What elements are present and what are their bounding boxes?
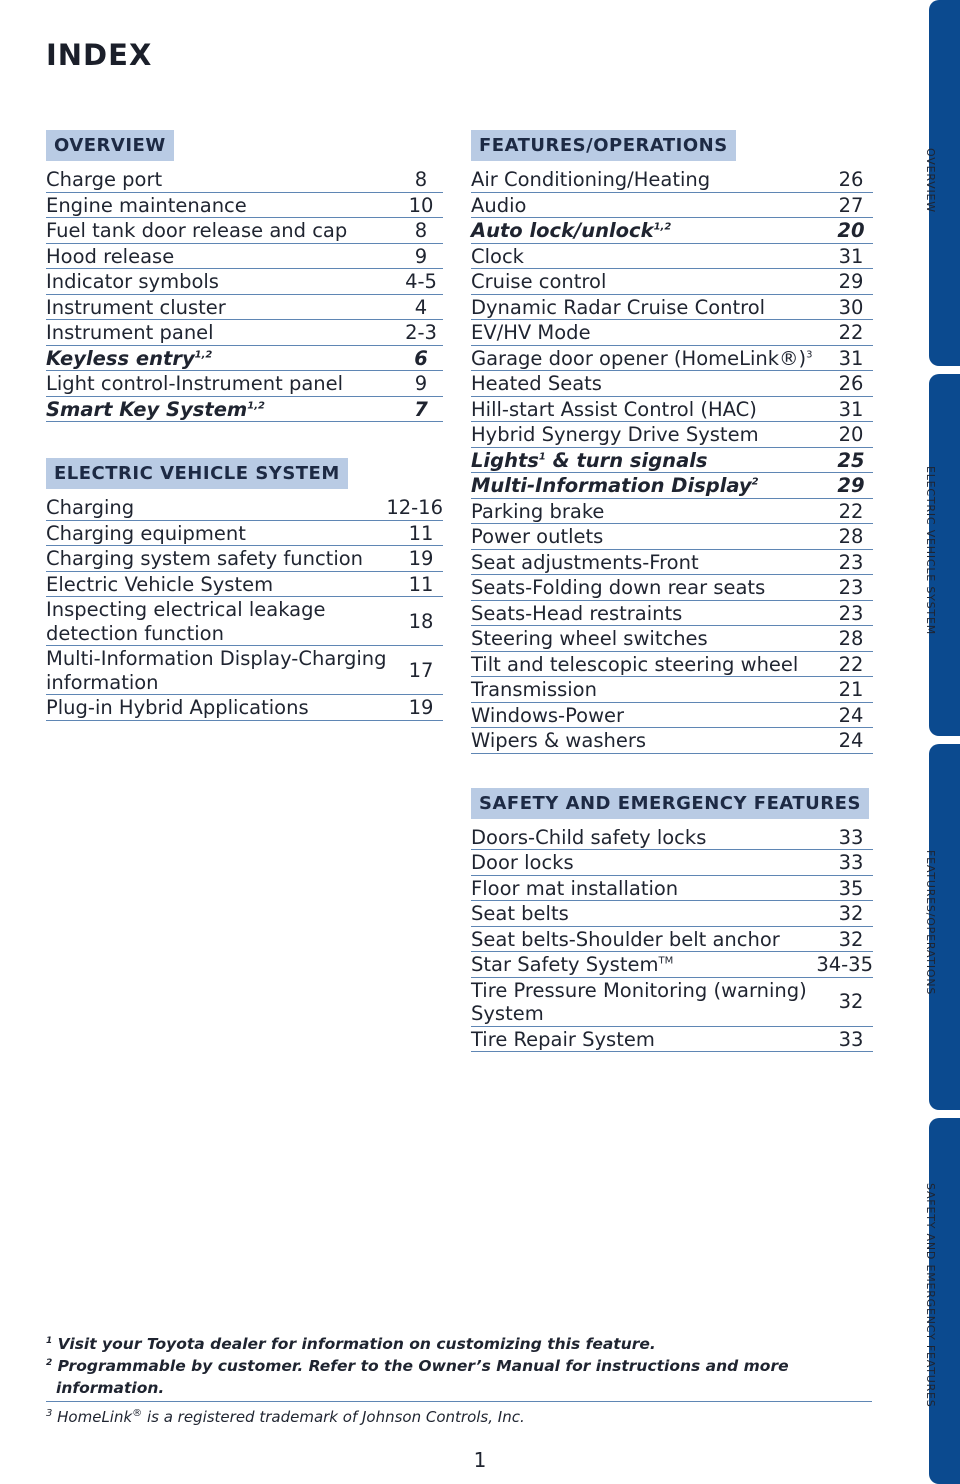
entry-page-number: 11	[408, 572, 434, 596]
index-entry	[471, 952, 873, 978]
left-column	[46, 130, 443, 721]
entry-label: Dynamic Radar Cruise Control	[471, 295, 766, 319]
entry-label: Steering wheel switches	[471, 627, 708, 650]
index-entry	[46, 597, 443, 646]
entry-label: Doors-Child safety locks	[471, 825, 707, 849]
entry-label: Inspecting electrical leakage detection function	[46, 598, 326, 645]
index-entry	[46, 397, 443, 423]
entry-label: Hybrid Synergy Drive System	[471, 423, 759, 446]
entry-page-number: 23	[838, 550, 864, 574]
entry-page-number: 4-5	[405, 270, 437, 293]
entry-page-number: 24	[838, 729, 864, 752]
entry-label: Heated Seats	[471, 372, 602, 395]
entry-label: Garage door opener (HomeLink®)$^3$	[471, 346, 813, 370]
index-entry	[471, 167, 873, 193]
index-entry	[46, 320, 443, 346]
page-title: INDEX	[46, 38, 153, 72]
index-entry	[471, 652, 873, 678]
entry-label: Multi-Information Display$^2$	[471, 474, 759, 497]
entry-label: Parking brake	[471, 499, 605, 523]
entry-page-number: 22	[838, 499, 864, 523]
section-heading-safety-emergency: SAFETY AND EMERGENCY FEATURES	[471, 788, 869, 819]
index-entry	[471, 244, 873, 270]
entry-label: Star Safety System™	[471, 953, 674, 976]
index-entry	[471, 320, 873, 346]
index-entry	[471, 1027, 873, 1053]
entry-label: Hood release	[46, 244, 175, 268]
entry-page-number: 12-16	[386, 496, 443, 519]
index-entry	[471, 626, 873, 652]
entry-label: Seats-Folding down rear seats	[471, 576, 766, 599]
side-label-overview: OVERVIEW	[924, 148, 937, 213]
entry-label: Smart Key System$^{1,2}$	[46, 397, 265, 421]
entry-label: EV/HV Mode	[471, 321, 591, 344]
entry-page-number: 11	[408, 521, 434, 545]
index-entry	[46, 546, 443, 572]
entry-label: Power outlets	[471, 525, 604, 548]
entry-page-number: 17	[408, 658, 434, 682]
index-entry	[471, 825, 873, 851]
entry-page-number: 4	[414, 295, 428, 319]
entry-label: Windows-Power	[471, 703, 625, 727]
entry-label: Door locks	[471, 851, 574, 874]
section-heading-overview: OVERVIEW	[46, 130, 174, 161]
entry-page-number: 19	[408, 547, 434, 570]
entry-label: Charge port	[46, 168, 163, 191]
index-entry	[46, 167, 443, 193]
index-entry	[46, 193, 443, 219]
entry-page-number: 28	[838, 627, 864, 650]
entry-page-number: 18	[408, 609, 434, 633]
entry-label: Instrument cluster	[46, 295, 226, 319]
entry-label: Fuel tank door release and cap	[46, 219, 348, 242]
entry-label: Audio	[471, 193, 527, 217]
entry-page-number: 21	[838, 678, 864, 701]
index-entry	[471, 346, 873, 372]
entry-page-number: 26	[838, 372, 864, 395]
index-entry	[471, 473, 873, 499]
entry-page-number: 27	[838, 193, 864, 217]
entry-page-number: 25	[837, 448, 865, 472]
entry-label: Charging equipment	[46, 521, 246, 545]
index-entry	[46, 346, 443, 372]
entry-label: Hill-start Assist Control (HAC)	[471, 397, 757, 421]
entry-page-number: 34-35	[816, 953, 873, 976]
entry-page-number: 24	[838, 703, 864, 727]
entry-label: Tire Repair System	[471, 1027, 655, 1051]
entry-label: Plug-in Hybrid Applications	[46, 696, 309, 719]
index-entry	[471, 422, 873, 448]
entry-page-number: 33	[838, 825, 864, 849]
index-entry	[471, 978, 873, 1027]
entry-label: Transmission	[471, 678, 597, 701]
index-entry	[471, 850, 873, 876]
index-entry	[471, 371, 873, 397]
entry-page-number: 8	[414, 168, 428, 191]
entry-page-number: 32	[838, 902, 864, 925]
index-entry	[471, 550, 873, 576]
entry-label: Auto lock/unlock$^{1,2}$	[471, 219, 672, 242]
page-number: 1	[473, 1448, 487, 1472]
index-entry	[471, 728, 873, 754]
side-label-electric-vehicle-system: ELECTRIC VEHICLE SYSTEM	[924, 466, 937, 635]
entry-page-number: 29	[837, 474, 865, 497]
index-entry	[471, 901, 873, 927]
entry-page-number: 31	[838, 244, 864, 268]
index-entry	[471, 927, 873, 953]
entry-page-number: 19	[408, 696, 434, 719]
footnote-1: $^1$ Visit your Toyota dealer for information on customizing this feature.	[46, 1335, 656, 1353]
section-heading-electric-vehicle-system: ELECTRIC VEHICLE SYSTEM	[46, 458, 348, 489]
index-entry	[471, 876, 873, 902]
entry-page-number: 33	[838, 1027, 864, 1051]
index-entry	[471, 677, 873, 703]
footnote-3: $^3$ HomeLink® is a registered trademark of Johnson Controls, Inc.	[46, 1408, 525, 1426]
entry-label: Light control-Instrument panel	[46, 372, 344, 395]
index-entry	[46, 269, 443, 295]
index-entry	[471, 397, 873, 423]
entry-label: Cruise control	[471, 270, 607, 293]
entry-label: Clock	[471, 244, 524, 268]
index-entry	[471, 575, 873, 601]
entry-label: Engine maintenance	[46, 193, 247, 217]
index-entry	[46, 295, 443, 321]
entry-label: Seat belts	[471, 902, 569, 925]
entry-label: Tire Pressure Monitoring (warning) System	[471, 978, 807, 1025]
index-entry	[46, 521, 443, 547]
entry-label: Lights$^1$ & turn signals	[471, 448, 708, 472]
index-entry	[46, 495, 443, 521]
index-entry	[471, 499, 873, 525]
index-entry	[471, 218, 873, 244]
entry-label: Instrument panel	[46, 321, 214, 344]
entry-label: Charging	[46, 496, 135, 519]
entry-page-number: 29	[838, 270, 864, 293]
entry-page-number: 32	[838, 927, 864, 951]
entry-page-number: 32	[838, 990, 864, 1014]
index-entry	[471, 193, 873, 219]
entry-label: Seat belts-Shoulder belt anchor	[471, 927, 780, 951]
entry-page-number: 35	[838, 876, 864, 900]
features-operations-list	[471, 167, 873, 754]
entry-label: Electric Vehicle System	[46, 572, 274, 596]
entry-label: Seats-Head restraints	[471, 601, 683, 625]
index-entry	[46, 572, 443, 598]
entry-page-number: 22	[838, 321, 864, 344]
index-entry	[46, 244, 443, 270]
index-entry	[46, 218, 443, 244]
entry-label: Charging system safety function	[46, 547, 364, 570]
entry-label: Tilt and telescopic steering wheel	[471, 652, 799, 676]
right-column	[471, 130, 873, 1052]
footnote-2: $^2$ Programmable by customer. Refer to the Owner’s Manual for instructions and more information.	[46, 1357, 789, 1397]
index-entry	[471, 448, 873, 474]
section-heading-features-operations: FEATURES/OPERATIONS	[471, 130, 736, 161]
entry-page-number: 9	[414, 372, 428, 395]
entry-page-number: 8	[414, 219, 428, 242]
entry-page-number: 31	[838, 346, 864, 370]
index-entry	[471, 295, 873, 321]
side-label-features-operations: FEATURES/OPERATIONS	[924, 850, 937, 996]
overview-list	[46, 167, 443, 422]
entry-page-number: 7	[414, 397, 428, 421]
entry-page-number: 23	[838, 601, 864, 625]
entry-page-number: 31	[838, 397, 864, 421]
index-entry	[471, 601, 873, 627]
entry-page-number: 9	[414, 244, 428, 268]
index-entry	[46, 646, 443, 695]
footnotes	[46, 1333, 872, 1428]
electric-vehicle-system-list	[46, 495, 443, 721]
entry-page-number: 28	[838, 525, 864, 548]
index-entry	[471, 269, 873, 295]
entry-label: Wipers & washers	[471, 729, 647, 752]
entry-page-number: 26	[838, 168, 864, 191]
entry-page-number: 10	[408, 193, 434, 217]
entry-page-number: 22	[838, 652, 864, 676]
entry-page-number: 20	[837, 219, 865, 242]
entry-page-number: 30	[838, 295, 864, 319]
entry-label: Multi-Information Display-Charging information	[46, 647, 387, 694]
entry-page-number: 20	[838, 423, 864, 446]
entry-page-number: 2-3	[405, 321, 437, 344]
entry-label: Floor mat installation	[471, 876, 679, 900]
safety-emergency-list	[471, 825, 873, 1053]
entry-label: Air Conditioning/Heating	[471, 168, 711, 191]
index-entry	[471, 703, 873, 729]
side-label-safety-emergency: SAFETY AND EMERGENCY FEATURES	[924, 1183, 937, 1408]
index-entry	[46, 695, 443, 721]
index-entry	[46, 371, 443, 397]
entry-label: Seat adjustments-Front	[471, 550, 699, 574]
entry-label: Keyless entry$^{1,2}$	[46, 346, 213, 370]
index-entry	[471, 524, 873, 550]
entry-page-number: 23	[838, 576, 864, 599]
entry-page-number: 6	[414, 346, 428, 370]
entry-label: Indicator symbols	[46, 270, 219, 293]
entry-page-number: 33	[838, 851, 864, 874]
